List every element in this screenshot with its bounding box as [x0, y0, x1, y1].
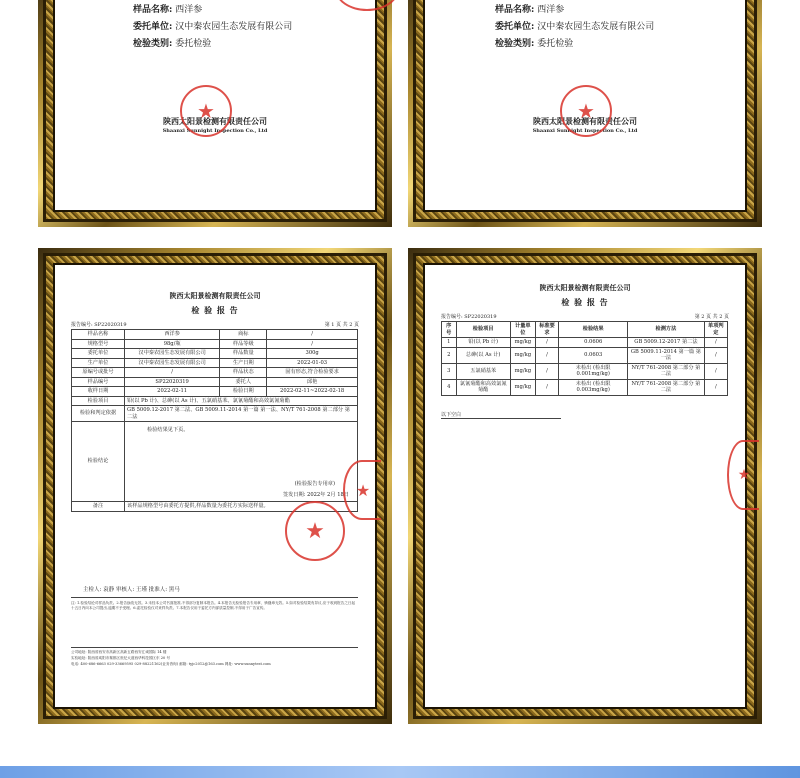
lab-address: 实验地址: 陕西省咸阳市秦都区世纪大道西华科技园区东 20 号 — [71, 656, 171, 660]
table-cell: mg/kg — [510, 347, 535, 363]
divider — [71, 647, 358, 648]
table-cell: 总砷(以 As 计) — [456, 347, 510, 363]
type-line: 检验类别: 委托检验 — [495, 39, 574, 49]
table-cell: 检验结论 — [72, 422, 125, 502]
table-cell: 0.0606 — [559, 338, 628, 348]
table-cell: 收样日期 — [72, 387, 125, 397]
column-header: 序号 — [442, 322, 457, 338]
table-header-row — [442, 322, 728, 338]
company-name-en: Shaanxi Sunnight Inspection Co., Ltd — [162, 128, 268, 134]
table-cell: 邱艳 — [267, 377, 358, 387]
company-name: 陕西太阳景检测有限责任公司 — [533, 116, 637, 126]
red-seal: ★ — [560, 85, 612, 137]
report-company: 陕西太阳景检测有限责任公司 — [169, 291, 261, 300]
red-seal-partial — [335, 0, 399, 11]
type-line: 检验类别: 委托检验 — [133, 39, 212, 49]
table-cell: 五氯硝基苯 — [456, 363, 510, 379]
table-cell: 检验和判定依据 — [72, 406, 125, 422]
certificate-paper — [53, 0, 377, 212]
frame-border — [43, 0, 387, 222]
report-number: 报告编号: SP22020319 — [441, 314, 497, 320]
table-cell: 检验项目 — [72, 396, 125, 406]
signers-line: 主检人: 袁静 审核人: 王瑾 批准人: 黑马 — [83, 587, 180, 593]
table-cell: NY/T 761-2008 第二部分 第二法 — [628, 363, 704, 379]
report-company: 陕西太阳景检测有限责任公司 — [539, 283, 631, 292]
table-row — [442, 347, 728, 363]
contact-info: 电话: 400-686-6663 029-33669595 029-88221162(业务咨询) 邮箱: tyjc2012@163.com 网址: www.sunnytest.com — [71, 662, 271, 666]
conclusion-text: 检验结果见下页。 — [147, 427, 189, 433]
client-line: 委托单位: 汉中秦农园生态发展有限公司 — [495, 22, 655, 32]
table-cell: 4 — [442, 379, 457, 395]
certificate-frame-top-left — [38, 0, 392, 227]
column-header: 检验项目 — [456, 322, 510, 338]
table-cell: 样品数量 — [220, 349, 267, 359]
table-cell: GB 5009.11-2014 第一篇 第一法 — [628, 347, 704, 363]
table-row — [442, 363, 728, 379]
table-cell: mg/kg — [510, 379, 535, 395]
column-header: 检验结果 — [559, 322, 628, 338]
table-cell: 西洋参 — [125, 330, 220, 340]
table-cell: / — [704, 363, 727, 379]
table-cell: 商标 — [220, 330, 267, 340]
company-name-en: Shaanxi Sunnight Inspection Co., Ltd — [532, 128, 638, 134]
table-cell: 生产日期 — [220, 358, 267, 368]
company-name: 陕西太阳景检测有限责任公司 — [163, 116, 267, 126]
table-row — [72, 358, 358, 368]
seal-caption: (检验报告专用章) — [294, 480, 335, 487]
table-cell: 2 — [442, 347, 457, 363]
red-seal: ★ — [180, 85, 232, 137]
table-cell: 备注 — [72, 502, 125, 512]
table-cell: / — [535, 338, 558, 348]
table-cell: / — [125, 368, 220, 378]
table-cell: 原编号或批号 — [72, 368, 125, 378]
table-cell: / — [535, 363, 558, 379]
table-cell: 铅(以 Pb 计)、总砷(以 As 计)、五氯硝基苯、氯氰菊酯和高效氯氰菊酯 — [125, 396, 358, 406]
table-cell: 汉中秦农园生态发展有限公司 — [125, 349, 220, 359]
column-header: 计量单位 — [510, 322, 535, 338]
table-cell: / — [704, 347, 727, 363]
bottom-accent-bar — [0, 766, 800, 778]
table-row — [72, 368, 358, 378]
results-table — [441, 321, 728, 396]
sample-name-line: 样品名称: 西洋参 — [495, 5, 565, 15]
table-cell: 生产单位 — [72, 358, 125, 368]
table-cell: 样品编号 — [72, 377, 125, 387]
table-cell: GB 5009.12-2017 第二法、GB 5009.11-2014 第一篇 第一法、NY/T 761-2008 第二部分 第二法 — [125, 406, 358, 422]
table-row — [72, 396, 358, 406]
table-cell: / — [704, 379, 727, 395]
table-cell: / — [267, 330, 358, 340]
table-cell: 样品等级 — [220, 339, 267, 349]
table-cell: 样品状态 — [220, 368, 267, 378]
frame-border — [43, 253, 387, 719]
table-row — [442, 338, 728, 348]
client-line: 委托单位: 汉中秦农园生态发展有限公司 — [133, 22, 293, 32]
table-cell: mg/kg — [510, 338, 535, 348]
divider — [441, 418, 561, 419]
table-cell: 样品名称 — [72, 330, 125, 340]
table-cell: 3 — [442, 363, 457, 379]
table-cell: 未检出 (检出限 0.001mg/kg) — [559, 363, 628, 379]
table-cell: 该样品规格型号由委托方提供,样品数量为委托方实际送样量。 — [125, 502, 358, 512]
table-cell: 氯氰菊酯和高效氯氰菊酯 — [456, 379, 510, 395]
table-cell: NY/T 761-2008 第二部分 第二法 — [628, 379, 704, 395]
column-header: 标准要求 — [535, 322, 558, 338]
table-cell: 0.0603 — [559, 347, 628, 363]
certificate-frame-report-page-1 — [38, 248, 392, 724]
table-cell: / — [704, 338, 727, 348]
table-row — [72, 422, 358, 502]
table-cell: / — [267, 339, 358, 349]
table-cell: / — [535, 379, 558, 395]
table-cell: mg/kg — [510, 363, 535, 379]
sample-name-line: 样品名称: 西洋参 — [133, 5, 203, 15]
table-cell: 委托单位 — [72, 349, 125, 359]
page-number: 第 1 页 共 2 页 — [324, 322, 359, 328]
report-info-table — [71, 329, 358, 512]
table-row — [72, 387, 358, 397]
certificate-frame-report-page-2 — [408, 248, 762, 724]
blank-note: 以下空白 — [441, 412, 462, 418]
page-number: 第 2 页 共 2 页 — [694, 314, 729, 320]
frame-border — [413, 253, 757, 719]
table-cell: 检验日期 — [220, 387, 267, 397]
table-cell: 98g/瓶 — [125, 339, 220, 349]
table-row — [72, 339, 358, 349]
table-row — [72, 349, 358, 359]
table-cell: 300g — [267, 349, 358, 359]
table-cell: 1 — [442, 338, 457, 348]
table-cell: 2022-02-11~2022-02-18 — [267, 387, 358, 397]
report-notes: 注: 1.检验结论对样品负责。2.报告涂改无效。3.未经本公司书面批准,不得部分复制本报告。4.本报告无检验报告专用章、骑缝章无效。5.如对检验结果有异议,应于收到报告之日起十五日内向本公司提出,逾期不予受理。6.委托检验仅对来样负责。7.本报告仅用于委托方内部质量控制,不得用于广告宣传。 — [71, 601, 356, 610]
table-cell: 2022-01-03 — [267, 358, 358, 368]
report-title: 检 验 报 告 — [191, 305, 239, 315]
table-cell: 委托人 — [220, 377, 267, 387]
report-number: 报告编号: SP22020319 — [71, 322, 127, 328]
red-seal-edge: ★ — [343, 460, 381, 520]
company-address: 公司地址: 陕西省西安市高新区高新五路西安汇诚国际 14 楼 — [71, 650, 167, 654]
table-row — [442, 379, 728, 395]
table-row — [72, 330, 358, 340]
table-cell: SP22020319 — [125, 377, 220, 387]
column-header: 单项判定 — [704, 322, 727, 338]
table-cell: 规格型号 — [72, 339, 125, 349]
table-cell: 2022-02-11 — [125, 387, 220, 397]
table-cell: 固有形态,符合检验要求 — [267, 368, 358, 378]
issue-date: 签发日期: 2022年 2月 18日 — [282, 491, 349, 498]
report-title: 检 验 报 告 — [561, 297, 609, 307]
table-cell: 铅(以 Pb 计) — [456, 338, 510, 348]
red-seal-edge: ★ — [727, 440, 759, 510]
conclusion-cell — [125, 422, 358, 502]
report-page-2 — [423, 263, 751, 709]
certificate-frame-top-right — [408, 0, 762, 227]
report-page-1 — [53, 263, 377, 709]
table-row — [72, 406, 358, 422]
table-cell: GB 5009.12-2017 第二法 — [628, 338, 704, 348]
table-cell: 未检出 (检出限 0.003mg/kg) — [559, 379, 628, 395]
table-cell: 汉中秦农园生态发展有限公司 — [125, 358, 220, 368]
table-cell: / — [535, 347, 558, 363]
table-row — [72, 377, 358, 387]
column-header: 检测方法 — [628, 322, 704, 338]
red-seal: ★ — [285, 501, 345, 561]
divider — [71, 597, 358, 598]
frame-border — [413, 0, 757, 222]
certificate-paper — [423, 0, 747, 212]
